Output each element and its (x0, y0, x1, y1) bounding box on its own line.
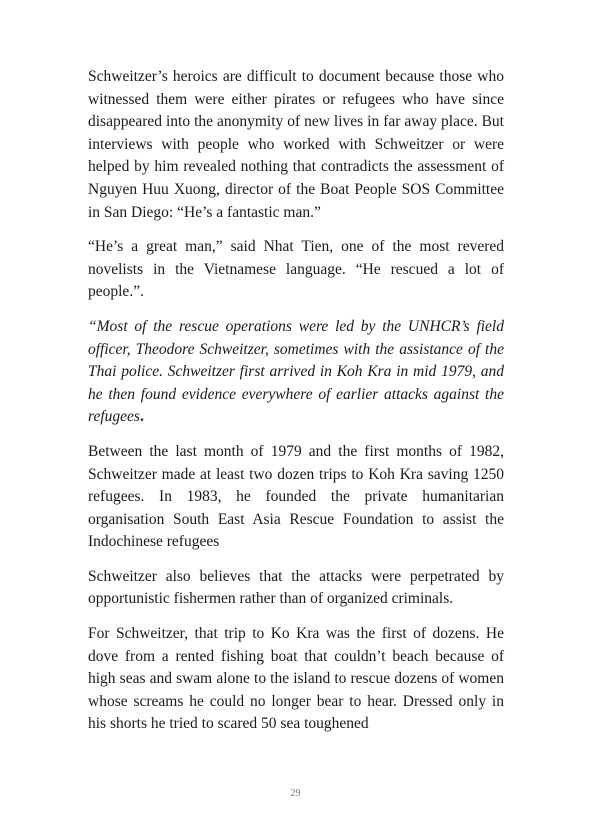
paragraph-first-trip: For Schweitzer, that trip to Ko Kra was the first of dozens. He dove from a rented fishing boat that couldn’t beach because of high seas and swam alone to the island to rescue dozens of women whose screams he could no longer bear to hear. Dressed only in his shorts he tried to scared 50 sea toughened (88, 625, 504, 733)
paragraph-heroics: Schweitzer’s heroics are difficult to document because those who witnessed them were either pirates or refugees who have since disappeared into the anonymity of new lives in far away place. But interviews with people who worked with Schweitzer or were helped by him revealed nothing that contradicts the assessment of Nguyen Huu Xuong, director of the Boat People SOS Committee in San Diego: “He’s a fantastic man.” (88, 68, 504, 221)
paragraph-koh-kra-trips: Between the last month of 1979 and the first months of 1982, Schweitzer made at least two dozen trips to Koh Kra saving 1250 refugees. In 1983, he founded the private humanitarian organisation South East Asia Rescue Foundation to assist the Indochinese refugees (88, 442, 504, 551)
page-number: 29 (290, 788, 301, 799)
rescue-operations-end: . (139, 408, 144, 426)
rescue-operations-text: “Most of the rescue operations were led by the UNHCR’s field officer, Theodore Schweitzer, sometimes with the assistance of the Thai police. Schweitzer first arrived in Koh Kra in mid 1979, and he then found evidence everywhere of earlier attacks against the refugees (88, 317, 504, 426)
paragraph-rescue-operations-quote (88, 316, 504, 429)
paragraph-attack-perpetrators: Schweitzer also believes that the attacks were perpetrated by opportunistic fishermen rather than of organized criminals. (88, 567, 504, 608)
paragraph-nhat-tien-quote: “He’s a great man,” said Nhat Tien, one of the most revered novelists in the Vietnamese language. “He rescued a lot of people.”. (88, 238, 504, 301)
page-body (88, 66, 504, 748)
